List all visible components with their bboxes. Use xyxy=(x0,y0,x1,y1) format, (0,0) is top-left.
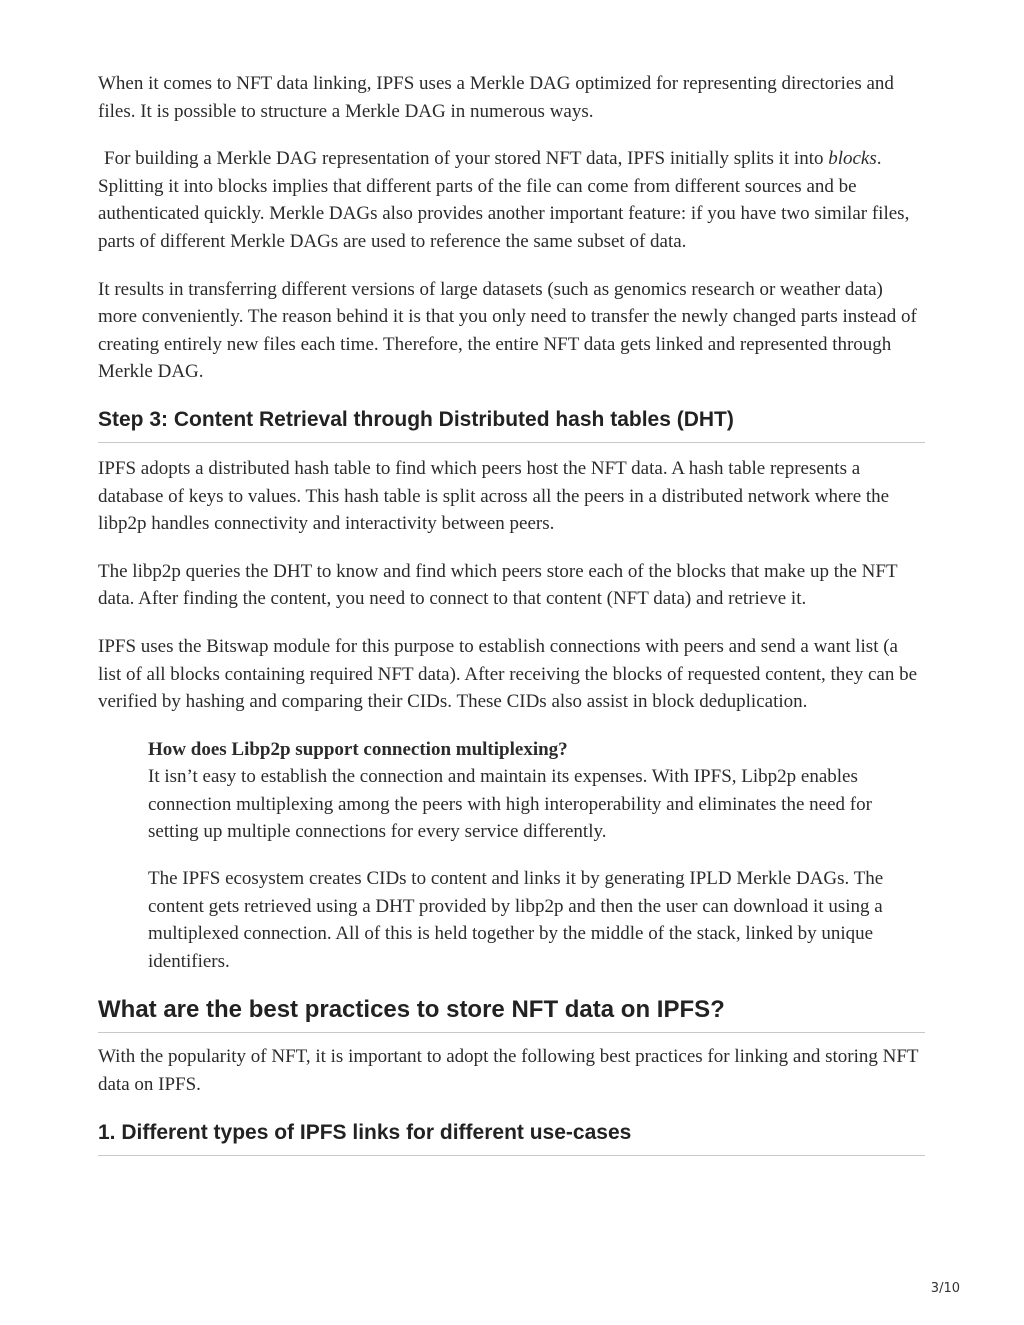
document-page xyxy=(98,70,925,1168)
paragraph-blocks-text-2: . Splitting it into blocks implies that different parts of the file can come from different sources and be authenticated quickly. Merkle DAGs also provides another important feature: if you have two similar files, parts of different Merkle DAGs are used to reference the same subset of data. xyxy=(98,148,910,252)
paragraph-dht: IPFS adopts a distributed hash table to find which peers host the NFT data. A hash table represents a database of keys to values. This hash table is split across all the peers in a distributed network where the libp2p handles connectivity and interactivity between peers. xyxy=(98,457,890,535)
page-number: 3/10 xyxy=(930,1281,960,1296)
paragraph-datasets: It results in transferring different versions of large datasets (such as genomics research or weather data) more conveniently. The reason behind it is that you only need to transfer the newly changed parts instead of creating entirely new files each time. Therefore, the entire NFT data gets linked and represented through Merkle DAG. xyxy=(98,278,917,383)
paragraph-merkle-dag-intro: When it comes to NFT data linking, IPFS uses a Merkle DAG optimized for representing directories and files. It is possible to structure a Merkle DAG in numerous ways. xyxy=(98,73,894,122)
heading-best-practices: What are the best practices to store NFT data on IPFS? xyxy=(98,994,925,1033)
paragraph-blocks-emphasis: blocks xyxy=(828,148,877,170)
paragraph-blocks-text-1: For building a Merkle DAG representation of your stored NFT data, IPFS initially splits it into xyxy=(104,148,829,170)
heading-ipfs-links: 1. Different types of IPFS links for different use-cases xyxy=(98,1119,925,1156)
blockquote-title: How does Libp2p support connection multiplexing? xyxy=(148,738,568,760)
paragraph-libp2p-queries: The libp2p queries the DHT to know and find which peers store each of the blocks that make up the NFT data. After finding the content, you need to connect to that content (NFT data) and retrieve it. xyxy=(98,560,898,610)
blockquote-text-1: It isn’t easy to establish the connection and maintain its expenses. With IPFS, Libp2p enables connection multiplexing among the peers with high interoperability and eliminates the need for setting up multiple connections for every service differently. xyxy=(148,766,872,843)
blockquote-paragraph-2: The IPFS ecosystem creates CIDs to content and links it by generating IPLD Merkle DAGs. The content gets retrieved using a DHT provided by libp2p and then the user can download it using a multiplexed connection. All of this is held together by the middle of the stack, linked by unique identifiers. xyxy=(148,868,884,972)
blockquote-paragraph-1 xyxy=(148,736,925,846)
heading-step-3: Step 3: Content Retrieval through Distributed hash tables (DHT) xyxy=(98,406,925,443)
blockquote-multiplexing xyxy=(148,736,925,976)
paragraph-best-practices-intro: With the popularity of NFT, it is important to adopt the following best practices for linking and storing NFT data on IPFS. xyxy=(98,1046,919,1096)
paragraph-blocks xyxy=(98,145,925,255)
paragraph-bitswap: IPFS uses the Bitswap module for this purpose to establish connections with peers and send a want list (a list of all blocks containing required NFT data). After receiving the blocks of requested content, they can be verified by hashing and comparing their CIDs. These CIDs also assist in block deduplication. xyxy=(98,635,918,713)
